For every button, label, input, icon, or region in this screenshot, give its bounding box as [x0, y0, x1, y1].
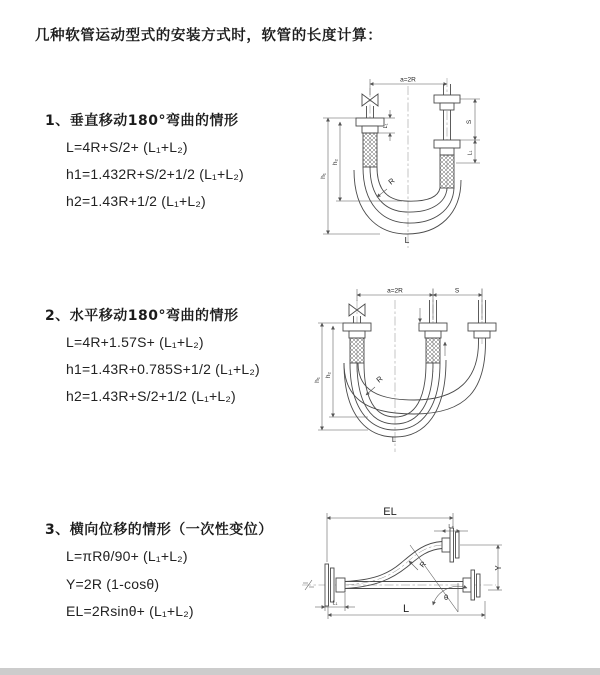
dimension-l1 [315, 593, 355, 611]
length-label: L [391, 435, 397, 444]
hose-u-bend-position-2 [344, 342, 486, 414]
dim-label-l1: L₁ [332, 600, 338, 607]
centerlines [370, 78, 447, 248]
section-3-formula-EL: EL=2Rsinθ+ (L₁+L₂) [66, 603, 194, 619]
section-1-formula-h1: h1=1.432R+S/2+1/2 (L₁+L₂) [66, 166, 244, 182]
dim-label-a2r: a=2R [400, 76, 416, 84]
dim-label-el: EL [383, 506, 397, 518]
section-2-formula-L: L=4R+1.57S+ (L₁+L₂) [66, 334, 204, 350]
radius-callout [366, 374, 385, 395]
dim-label-y: Y [494, 565, 503, 571]
angle-label: θ [444, 593, 449, 602]
page-title: 几种软管运动型式的安装方式时，软管的长度计算： [35, 28, 383, 44]
left-pipe-fitting [356, 106, 384, 167]
radius-label: R [374, 374, 385, 385]
section-2-formula-h2: h2=1.43R+S/2+1/2 (L₁+L₂) [66, 388, 236, 404]
diagram-horizontal-180-bend [310, 280, 595, 460]
section-1-heading: 1、垂直移动180°弯曲的情形 [45, 113, 239, 129]
dim-label-h2: h₂ [325, 371, 332, 379]
dimension-el [327, 506, 453, 562]
radius-callout [409, 559, 428, 570]
left-pipe-fitting [343, 316, 371, 363]
radius-label: R [417, 559, 429, 570]
dim-label-s: S [466, 119, 473, 125]
dim-label-l2: L₂ [448, 524, 454, 530]
section-1-formula-L: L=4R+S/2+ (L₁+L₂) [66, 139, 188, 155]
dim-label-h2: h₂ [332, 158, 339, 166]
section-3-heading: 3、横向位移的情形（一次性变位） [45, 522, 273, 538]
dimension-s [433, 288, 482, 321]
length-label: L [404, 235, 410, 245]
radius-callout [377, 176, 397, 197]
section-3-formula-Y: Y=2R (1-cosθ) [66, 576, 160, 592]
scan-edge [0, 668, 600, 675]
dim-label-a2r: a=2R [387, 287, 403, 295]
diagram-lateral-displacement [300, 500, 600, 655]
upper-right-flange [442, 528, 459, 562]
dim-label-l1-left: L₁ [383, 123, 389, 129]
dimension-a2r [370, 77, 447, 96]
section-2-formula-h1: h1=1.43R+0.785S+1/2 (L₁+L₂) [66, 361, 260, 377]
dimension-l2 [434, 524, 468, 531]
centerlines [357, 288, 482, 452]
right-lower-flange [463, 570, 480, 600]
length-label: L [402, 603, 410, 615]
section-2-heading: 2、水平移动180°弯曲的情形 [45, 308, 239, 324]
dim-label-h1: h₁ [320, 173, 327, 179]
radius-label: R [386, 176, 397, 187]
dim-label-l1-right: L₁ [467, 150, 474, 156]
section-1-formula-h2: h2=1.43R+1/2 (L₁+L₂) [66, 193, 206, 209]
diagram-vertical-180-bend [310, 70, 590, 260]
dim-label-s: S [454, 287, 460, 295]
dimension-s [460, 99, 480, 140]
section-3-formula-L: L=πRθ/90+ (L₁+L₂) [66, 548, 188, 564]
dimension-l [328, 601, 485, 619]
dim-label-h1: h₁ [314, 377, 321, 383]
